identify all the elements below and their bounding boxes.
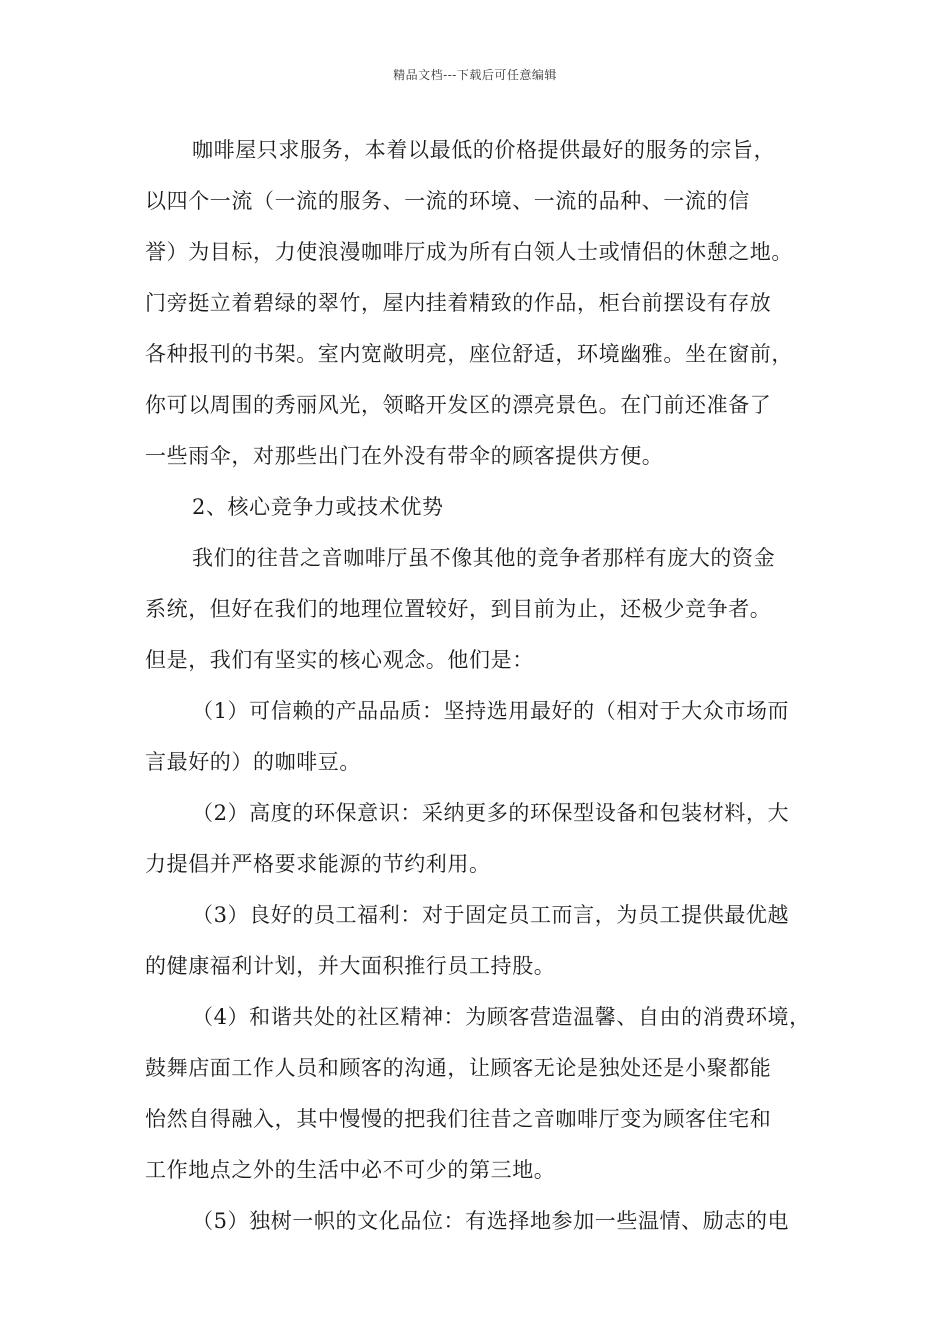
list-item-3: （3）良好的员工福利：对于固定员工而言，为员工提供最优越 (192, 903, 790, 927)
page-header: 精品文档---下载后可任意编辑 (393, 68, 557, 82)
text-line: 工作地点之外的生活中必不可少的第三地。 (145, 1158, 556, 1182)
text-line: 怡然自得融入，其中慢慢的把我们往昔之音咖啡厅变为顾客住宅和 (145, 1107, 772, 1131)
text-line: 的健康福利计划，并大面积推行员工持股。 (145, 954, 556, 978)
list-item-1: （1）可信赖的产品品质：坚持选用最好的（相对于大众市场而 (192, 699, 790, 723)
text-line: 我们的往昔之音咖啡厅虽不像其他的竞争者那样有庞大的资金 (192, 546, 776, 570)
section-heading: 2、核心竞争力或技术优势 (192, 495, 444, 519)
text-line: 各种报刊的书架。室内宽敞明亮，座位舒适，环境幽雅。坐在窗前， (145, 342, 793, 366)
text-line: 系统，但好在我们的地理位置较好，到目前为止，还极少竞争者。 (145, 597, 772, 621)
list-item-5: （5）独树一帜的文化品位：有选择地参加一些温情、励志的电 (192, 1209, 790, 1233)
text-line: 以四个一流（一流的服务、一流的环境、一流的品种、一流的信 (145, 189, 750, 213)
list-item-2: （2）高度的环保意识：采纳更多的环保型设备和包装材料，大 (192, 801, 790, 825)
text-line: 咖啡屋只求服务，本着以最低的价格提供最好的服务的宗旨， (192, 138, 776, 162)
text-line: 誉）为目标，力使浪漫咖啡厅成为所有白领人士或情侣的休憩之地。 (145, 240, 793, 264)
list-item-4: （4）和谐共处的社区精神：为顾客营造温馨、自由的消费环境， (192, 1005, 811, 1029)
text-line: 门旁挺立着碧绿的翠竹，屋内挂着精致的作品，柜台前摆设有存放 (145, 291, 772, 315)
text-line: 你可以周围的秀丽风光，领略开发区的漂亮景色。在门前还准备了 (145, 393, 772, 417)
text-line: 一些雨伞，对那些出门在外没有带伞的顾客提供方便。 (145, 444, 664, 468)
text-line: 鼓舞店面工作人员和顾客的沟通，让顾客无论是独处还是小聚都能 (145, 1056, 772, 1080)
text-line: 但是，我们有坚实的核心观念。他们是： (145, 648, 534, 672)
text-line: 力提倡并严格要求能源的节约利用。 (145, 852, 491, 876)
text-line: 言最好的）的咖啡豆。 (145, 750, 361, 774)
